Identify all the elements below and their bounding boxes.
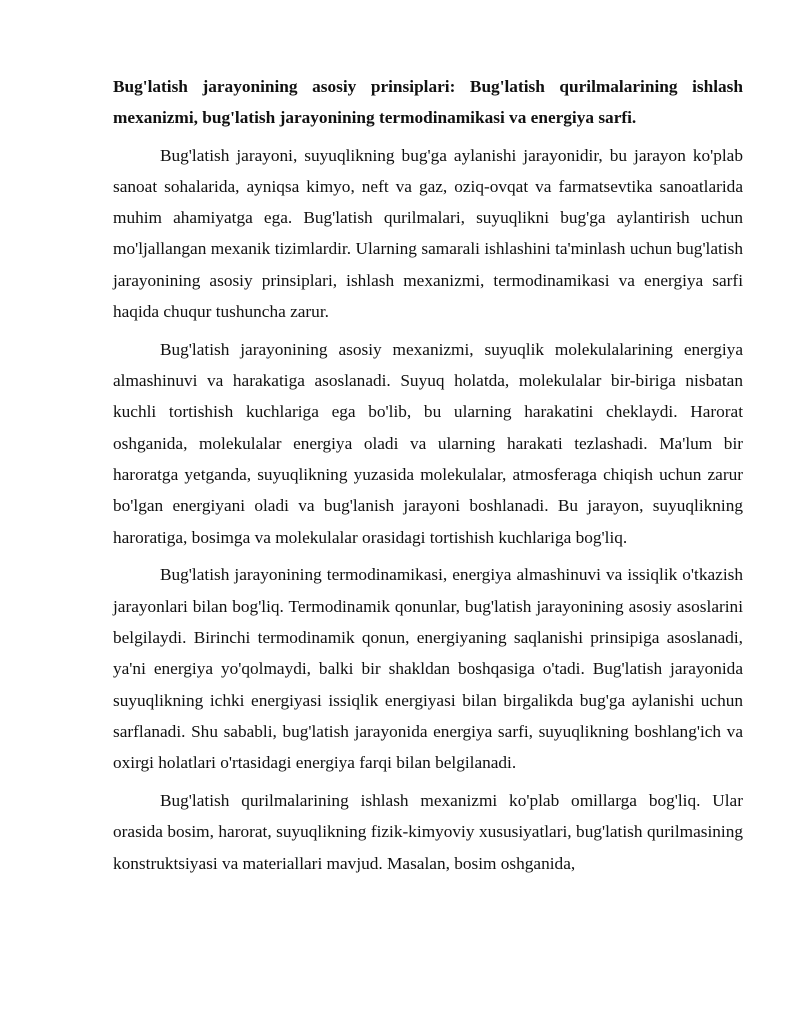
paragraph-equipment: Bug'latish qurilmalarining ishlash mexanizmi ko'plab omillarga bog'liq. Ular orasida bosim, harorat, suyuqlikning fizik-kimyoviy xususiyatlari, bug'latish qurilmasining konstruktsiyasi va materiallari mavjud. Masalan, bosim oshganida, <box>113 791 743 873</box>
paragraph-thermodynamics: Bug'latish jarayonining termodinamikasi, energiya almashinuvi va issiqlik o'tkazish jarayonlari bilan bog'liq. Termodinamik qonunlar, bug'latish jarayonining asosiy asoslarini belgilaydi. Birinchi termodinamik qonun, energiyaning saqlanishi prinsipiga asoslanadi, ya'ni energiya yo'qolmaydi, balki bir shakldan boshqasiga o'tadi. Bug'latish jarayonida suyuqlikning ichki energiyasi issiqlik energiyasi bilan birgalikda bug'ga aylanishi uchun sarflanadi. Shu sababli, bug'latish jarayonida energiya sarfi, suyuqlikning boshlang'ich va oxirgi holatlari o'rtasidagi energiya farqi bilan belgilanadi. <box>113 565 743 773</box>
paragraph-mechanism: Bug'latish jarayonining asosiy mexanizmi, suyuqlik molekulalarining energiya almashinuvi va harakatiga asoslanadi. Suyuq holatda, molekulalar bir-biriga nisbatan kuchli tortishish kuchlariga ega bo'lib, bu ularning harakatini cheklaydi. Harorat oshganida, molekulalar energiya oladi va ularning harakati tezlashadi. Ma'lum bir haroratga yetganda, suyuqlikning yuzasida molekulalar, atmosferaga chiqish uchun zarur bo'lgan energiyani oladi va bug'lanish jarayoni boshlanadi. Bu jarayon, suyuqlikning haroratiga, bosimga va molekulalar orasidagi tortishish kuchlariga bog'liq. <box>113 339 743 547</box>
paragraph-intro: Bug'latish jarayoni, suyuqlikning bug'ga aylanishi jarayonidir, bu jarayon ko'plab sanoat sohalarida, ayniqsa kimyo, neft va gaz, oziq-ovqat va farmatsevtika sanoatlarida muhim ahamiyatga ega. Bug'latish qurilmalari, suyuqlikni bug'ga aylantirish uchun mo'ljallangan mexanik tizimlardir. Ularning samarali ishlashini ta'minlash uchun bug'latish jarayonining asosiy prinsiplari, ishlash mexanizmi, termodinamikasi va energiya sarfi haqida chuqur tushuncha zarur. <box>113 145 743 322</box>
document-page <box>113 71 743 885</box>
document-title: Bug'latish jarayonining asosiy prinsiplari: Bug'latish qurilmalarining ishlash mexanizmi, bug'latish jarayonining termodinamikasi va energiya sarfi. <box>113 77 743 128</box>
